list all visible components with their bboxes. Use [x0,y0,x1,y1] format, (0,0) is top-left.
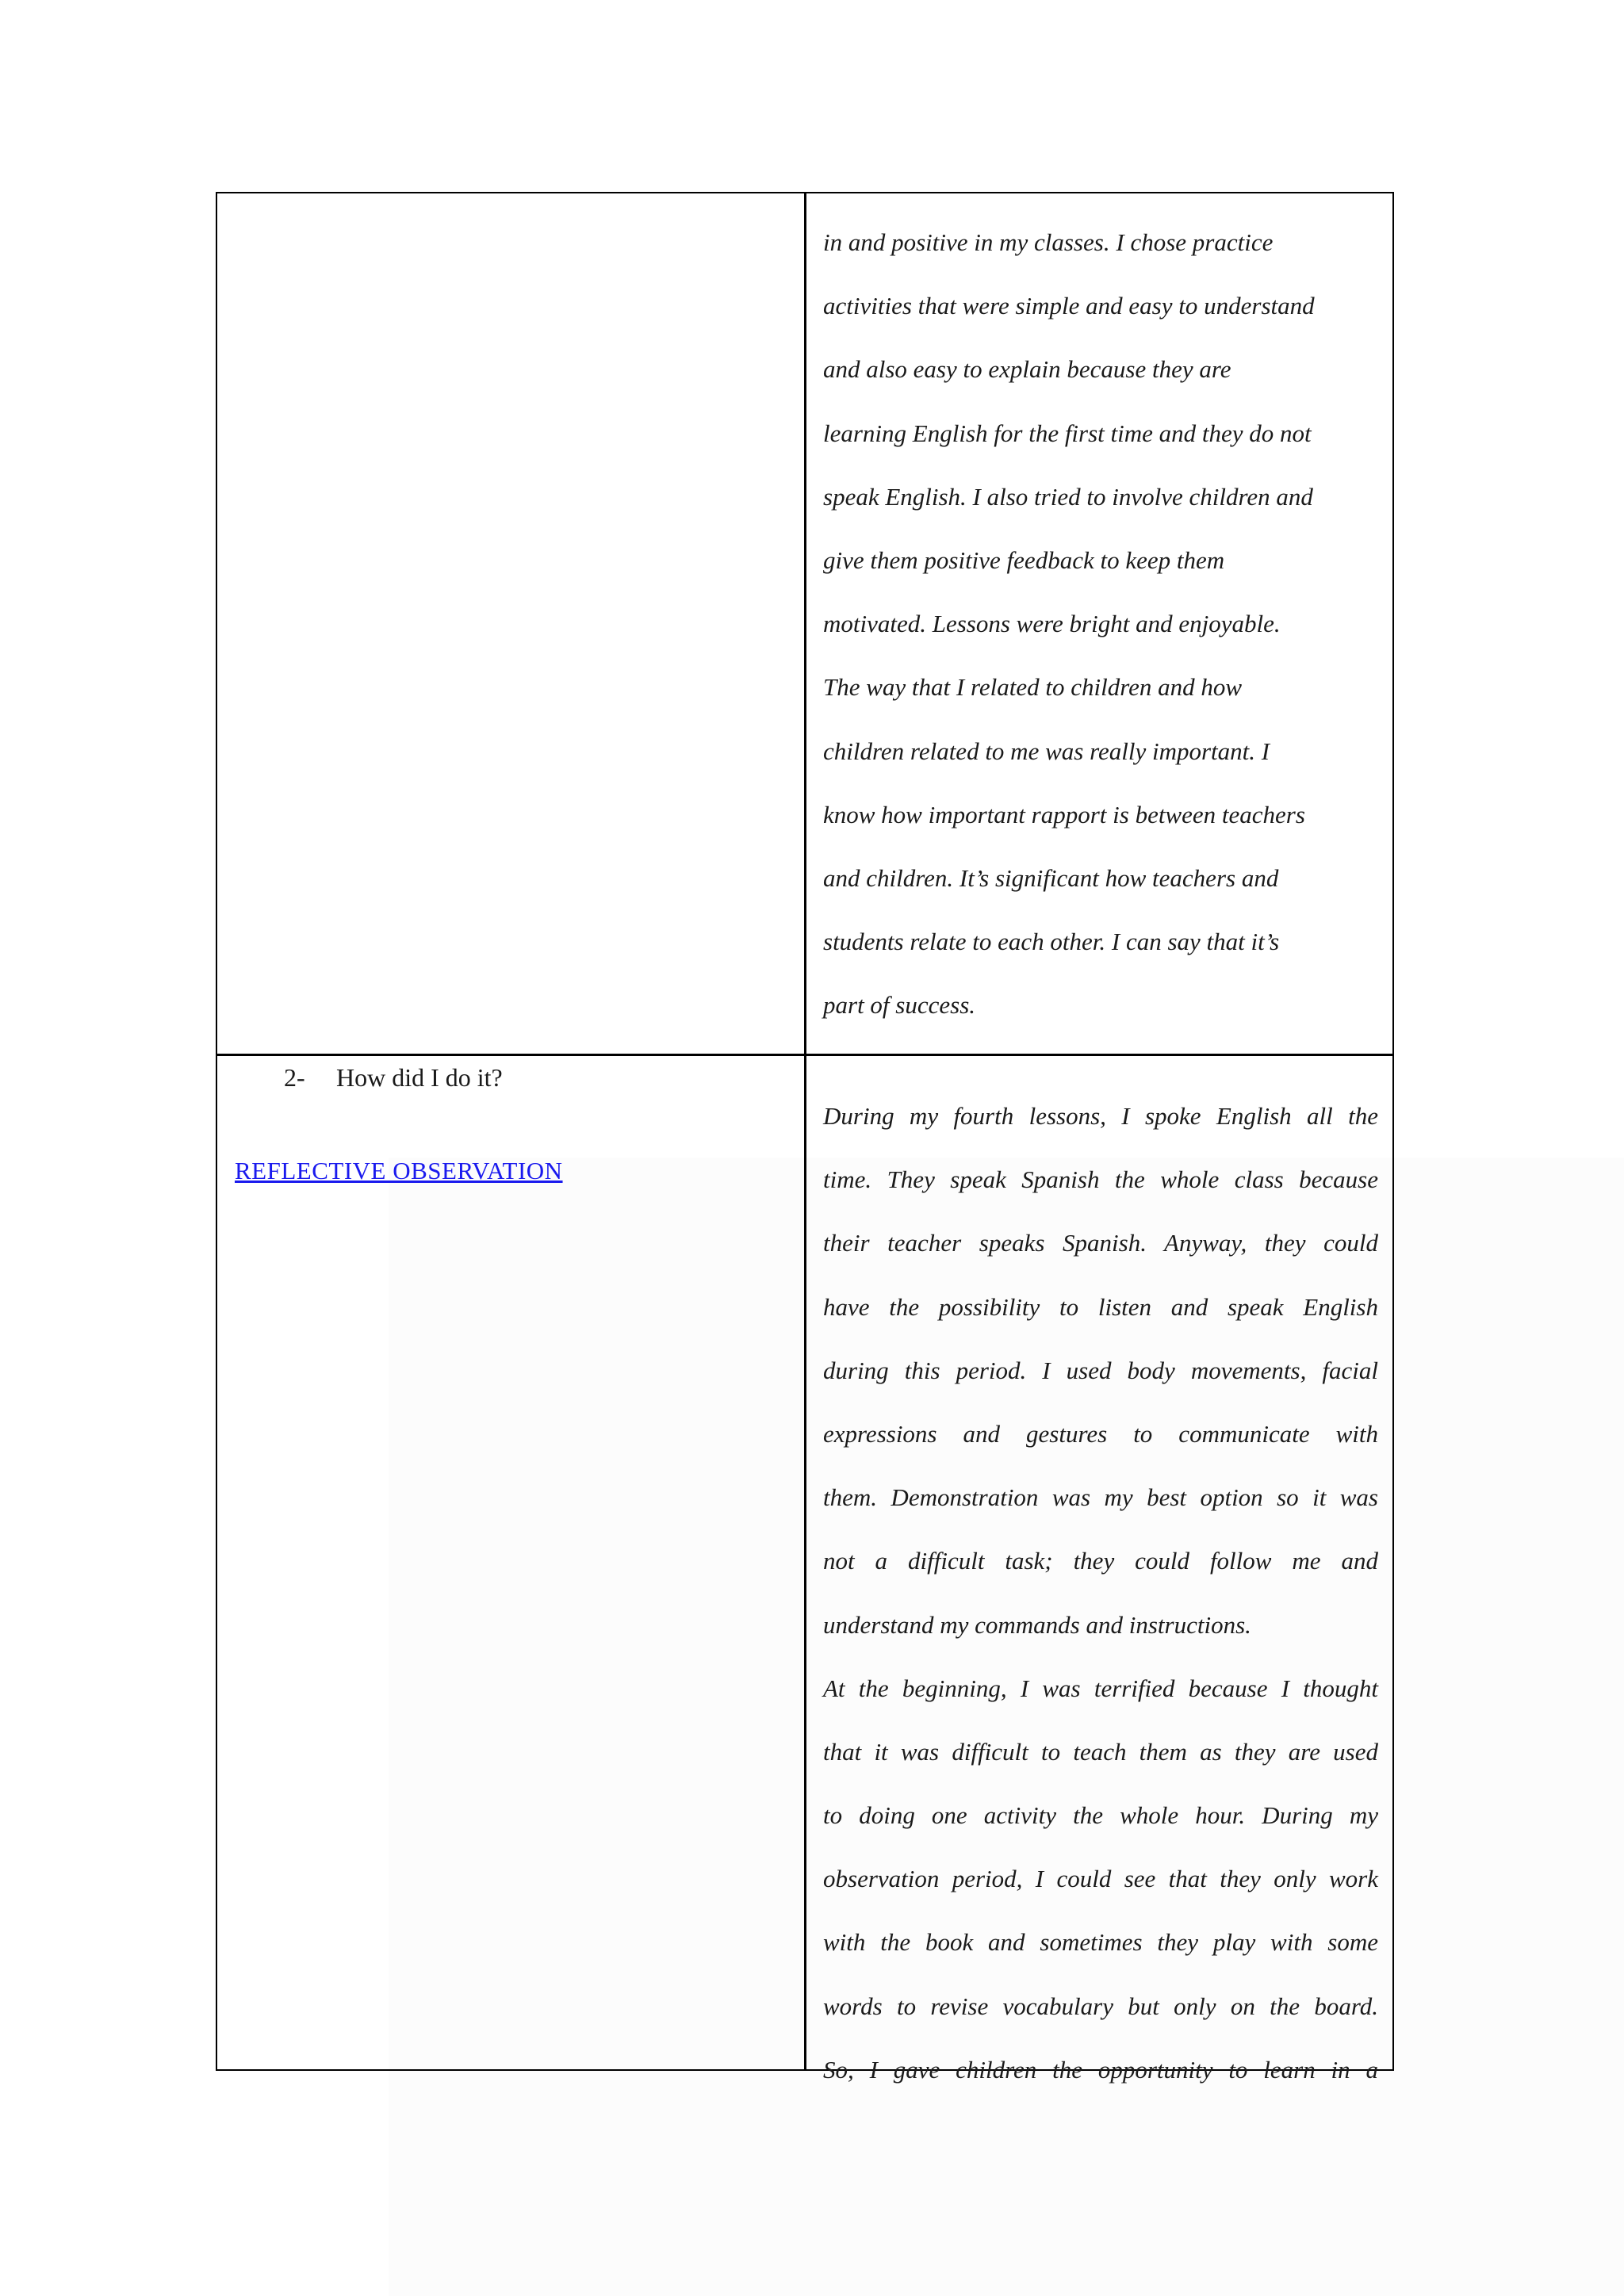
text-line: know how important rapport is between teachers [823,800,1305,828]
text-line: have the possibility to listen and speak English [823,1292,1378,1321]
text-line: part of success. [823,991,976,1020]
row2-answer-text [823,1085,1378,2102]
reflection-table [216,192,1394,2084]
text-line: understand my commands and instructions. [823,1610,1251,1639]
text-line: during this period. I used body movements, facial [823,1356,1378,1384]
text-line: give them positive feedback to keep them [823,545,1225,574]
text-line: in and positive in my classes. I chose practice [823,228,1274,256]
text-line: time. They speak Spanish the whole class because [823,1165,1378,1194]
text-line: The way that I related to children and how [823,673,1243,702]
text-line: children related to me was really important. I [823,737,1270,765]
text-line: observation period, I could see that they only work [823,1865,1378,1893]
text-line: During my fourth lessons, I spoke English all the [823,1102,1378,1130]
column-divider [804,193,806,2069]
text-line: words to revise vocabulary but only on the board. [823,1992,1378,2020]
text-line: and children. It’s significant how teachers and [823,863,1279,892]
reflective-observation-link[interactable]: REFLECTIVE OBSERVATION [235,1157,563,1184]
question-number: 2- [284,1063,305,1092]
text-line: motivated. Lessons were bright and enjoyable. [823,610,1281,638]
row1-answer-text [823,211,1378,1037]
text-line: to doing one activity the whole hour. During my [823,1801,1378,1830]
question-heading [284,1052,503,1103]
text-line: them. Demonstration was my best option so it was [823,1483,1378,1512]
text-line: At the beginning, I was terrified because I thought [823,1674,1378,1702]
text-line: their teacher speaks Spanish. Anyway, they could [823,1229,1378,1257]
text-line: So, I gave children the opportunity to learn in a [823,2055,1378,2084]
text-line: speak English. I also tried to involve children and [823,482,1313,511]
text-line: with the book and sometimes they play with some [823,1928,1378,1957]
text-line: not a difficult task; they could follow me and [823,1547,1378,1575]
text-line: that it was difficult to teach them as they are used [823,1737,1378,1766]
text-line: learning English for the first time and they do not [823,419,1312,447]
text-line: expressions and gestures to communicate with [823,1419,1378,1448]
text-line: and also easy to explain because they are [823,355,1231,384]
text-line: students relate to each other. I can say that it’s [823,928,1280,956]
question-text: How did I do it? [336,1063,503,1092]
text-line: activities that were simple and easy to understand [823,292,1315,320]
